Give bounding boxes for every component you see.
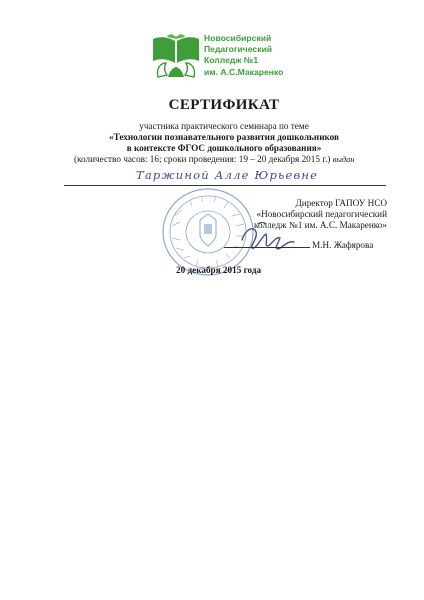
- signatory-name: М.Н. Жафярова: [312, 240, 374, 250]
- issued-word: выдан: [332, 155, 355, 164]
- signatory-position-3: колледж №1 им. А.С. Макаренко»: [254, 220, 387, 230]
- college-logo-text: [204, 33, 283, 78]
- details-text: (количество часов: 16; сроки проведения: 19 – 20 декабря 2015 г.): [74, 154, 331, 164]
- logo-line-2: Педагогический: [204, 44, 273, 55]
- logo-line-4: им. А.С.Макаренко: [204, 66, 284, 77]
- signatory-position-1: Директор ГАПОУ НСО: [295, 198, 387, 208]
- recipient-name: Таржиной Алле Юрьевне: [136, 168, 319, 182]
- topic-line-1: «Технологии познавательного развития дошкольников: [108, 132, 339, 142]
- topic-line-2: в контексте ФГОС дошкольного образования»: [126, 143, 322, 153]
- certificate-title: СЕРТИФИКАТ: [168, 97, 280, 113]
- signature-line: [224, 247, 310, 248]
- issue-date: 20 декабря 2015 года: [176, 265, 262, 275]
- book-hands-logo-icon: [150, 33, 202, 81]
- college-logo: [150, 33, 320, 83]
- details-row: [74, 154, 355, 164]
- logo-line-1: Новосибирский: [204, 33, 272, 43]
- signatory-position-2: «Новосибирский педагогический: [256, 209, 387, 219]
- participant-line: участника практического семинара по теме: [139, 121, 309, 131]
- logo-line-3: Колледж №1: [204, 55, 259, 66]
- recipient-field: [64, 167, 386, 187]
